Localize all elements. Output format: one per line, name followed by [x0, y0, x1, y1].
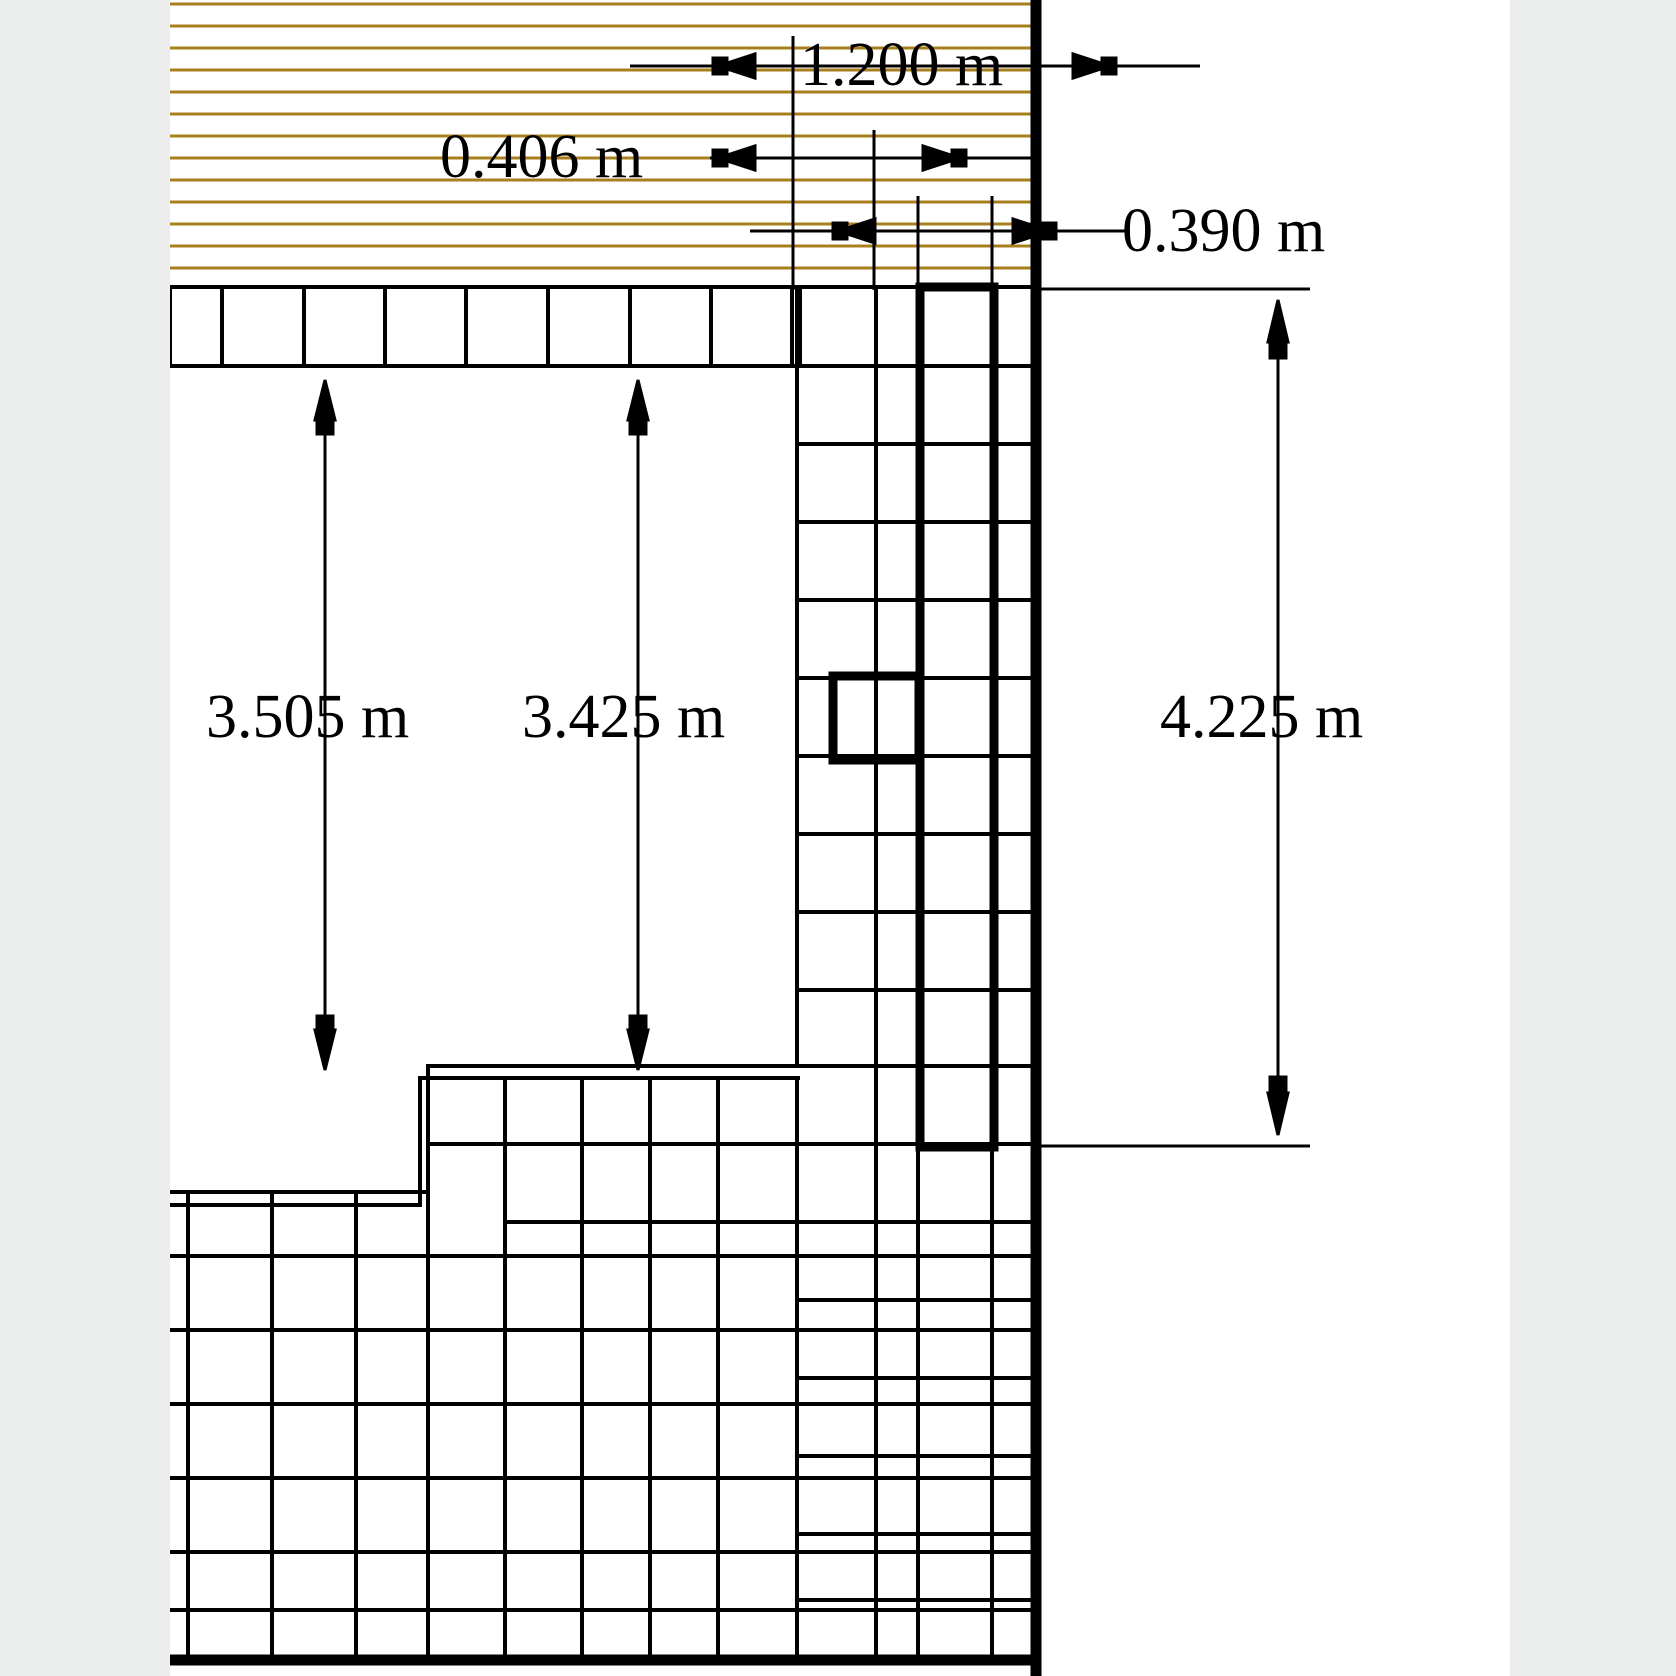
- dimension-line-0406: [710, 130, 1036, 290]
- dimension-label-3505: 3.505 m: [206, 683, 410, 751]
- dimension-label-1200: 1.200 m: [800, 31, 1004, 99]
- lower-slab-grid: [170, 1066, 1036, 1660]
- dimension-label-0390: 0.390 m: [1122, 197, 1326, 265]
- embedded-element-outline: [833, 287, 994, 1147]
- dimension-label-4225: 4.225 m: [1160, 683, 1364, 751]
- dimension-line-0390: [750, 196, 1130, 290]
- ceiling-band: [170, 287, 1036, 366]
- dimension-label-3425: 3.425 m: [522, 683, 726, 751]
- dimension-label-0406: 0.406 m: [440, 123, 644, 191]
- drawing-sheet: [170, 0, 1510, 1676]
- wall-outline: [170, 0, 1040, 1676]
